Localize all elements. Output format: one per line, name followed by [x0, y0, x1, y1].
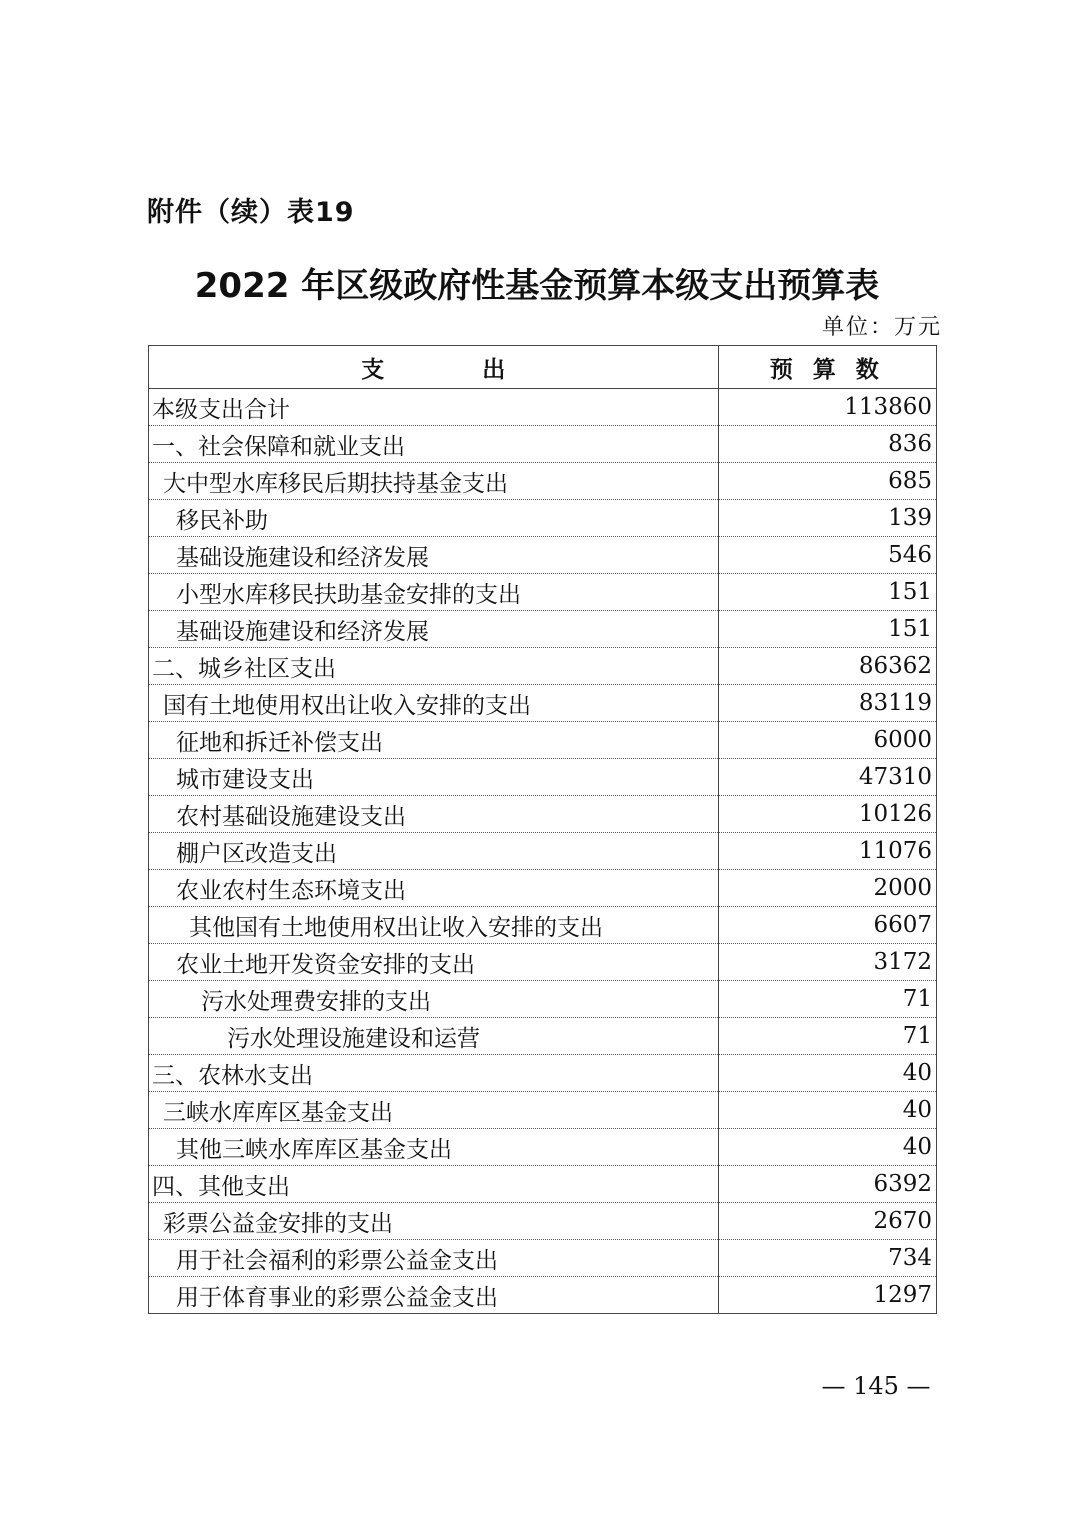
- row-budget-value: 139: [718, 500, 937, 537]
- row-expenditure-name: 农业农村生态环境支出: [149, 870, 719, 907]
- table-row: [149, 833, 937, 870]
- row-expenditure-name: 二、城乡社区支出: [149, 648, 719, 685]
- row-budget-value: 40: [718, 1055, 937, 1092]
- row-expenditure-name: 大中型水库移民后期扶持基金支出: [149, 463, 719, 500]
- table-row: [149, 1240, 937, 1277]
- row-expenditure-name: 其他国有土地使用权出让收入安排的支出: [149, 907, 719, 944]
- row-expenditure-name: 四、其他支出: [149, 1166, 719, 1203]
- row-expenditure-name: 彩票公益金安排的支出: [149, 1203, 719, 1240]
- row-budget-value: 734: [718, 1240, 937, 1277]
- row-expenditure-name: 移民补助: [149, 500, 719, 537]
- row-budget-value: 3172: [718, 944, 937, 981]
- table-row: [149, 796, 937, 833]
- table-row: [149, 1277, 937, 1314]
- page-number: — 145 —: [821, 1372, 931, 1400]
- table-row: [149, 907, 937, 944]
- table-row: [149, 1129, 937, 1166]
- row-expenditure-name: 小型水库移民扶助基金安排的支出: [149, 574, 719, 611]
- row-budget-value: 151: [718, 574, 937, 611]
- row-budget-value: 40: [718, 1129, 937, 1166]
- table-row: [149, 685, 937, 722]
- page-title: 2022 年区级政府性基金预算本级支出预算表: [194, 266, 880, 306]
- row-expenditure-name: 污水处理设施建设和运营: [149, 1018, 719, 1055]
- row-expenditure-name: 农村基础设施建设支出: [149, 796, 719, 833]
- row-budget-value: 113860: [718, 389, 937, 426]
- row-expenditure-name: 用于体育事业的彩票公益金支出: [149, 1277, 719, 1314]
- table-row: [149, 500, 937, 537]
- row-expenditure-name: 国有土地使用权出让收入安排的支出: [149, 685, 719, 722]
- header-expenditure: 支 出: [149, 346, 719, 389]
- row-expenditure-name: 其他三峡水库库区基金支出: [149, 1129, 719, 1166]
- table-row: [149, 426, 937, 463]
- row-expenditure-name: 城市建设支出: [149, 759, 719, 796]
- table-row: [149, 1203, 937, 1240]
- budget-table: [148, 345, 937, 1314]
- attachment-label: 附件（续）表19: [147, 197, 355, 228]
- row-budget-value: 47310: [718, 759, 937, 796]
- row-expenditure-name: 三峡水库库区基金支出: [149, 1092, 719, 1129]
- row-budget-value: 40: [718, 1092, 937, 1129]
- row-expenditure-name: 三、农林水支出: [149, 1055, 719, 1092]
- table-row: [149, 1092, 937, 1129]
- table-row: [149, 537, 937, 574]
- table-header-row: [149, 346, 937, 389]
- table-row: [149, 574, 937, 611]
- row-expenditure-name: 基础设施建设和经济发展: [149, 611, 719, 648]
- row-budget-value: 11076: [718, 833, 937, 870]
- row-budget-value: 2670: [718, 1203, 937, 1240]
- row-budget-value: 546: [718, 537, 937, 574]
- table-row: [149, 648, 937, 685]
- table-body: [149, 389, 937, 1314]
- row-expenditure-name: 一、社会保障和就业支出: [149, 426, 719, 463]
- table-row: [149, 1055, 937, 1092]
- row-budget-value: 6392: [718, 1166, 937, 1203]
- row-budget-value: 685: [718, 463, 937, 500]
- row-budget-value: 6607: [718, 907, 937, 944]
- table-row: [149, 759, 937, 796]
- table-row: [149, 389, 937, 426]
- table-row: [149, 722, 937, 759]
- row-budget-value: 86362: [718, 648, 937, 685]
- row-budget-value: 71: [718, 981, 937, 1018]
- table-row: [149, 1166, 937, 1203]
- row-budget-value: 71: [718, 1018, 937, 1055]
- table-row: [149, 611, 937, 648]
- row-expenditure-name: 征地和拆迁补偿支出: [149, 722, 719, 759]
- table-row: [149, 463, 937, 500]
- row-budget-value: 836: [718, 426, 937, 463]
- row-budget-value: 83119: [718, 685, 937, 722]
- row-budget-value: 151: [718, 611, 937, 648]
- unit-label: 单位：万元: [821, 315, 942, 340]
- table-row: [149, 944, 937, 981]
- row-expenditure-name: 棚户区改造支出: [149, 833, 719, 870]
- row-expenditure-name: 用于社会福利的彩票公益金支出: [149, 1240, 719, 1277]
- row-expenditure-name: 污水处理费安排的支出: [149, 981, 719, 1018]
- row-budget-value: 6000: [718, 722, 937, 759]
- row-budget-value: 2000: [718, 870, 937, 907]
- row-budget-value: 1297: [718, 1277, 937, 1314]
- table-row: [149, 981, 937, 1018]
- header-budget-amount: 预 算 数: [718, 346, 937, 389]
- table-row: [149, 870, 937, 907]
- row-expenditure-name: 本级支出合计: [149, 389, 719, 426]
- row-expenditure-name: 基础设施建设和经济发展: [149, 537, 719, 574]
- row-expenditure-name: 农业土地开发资金安排的支出: [149, 944, 719, 981]
- table-row: [149, 1018, 937, 1055]
- row-budget-value: 10126: [718, 796, 937, 833]
